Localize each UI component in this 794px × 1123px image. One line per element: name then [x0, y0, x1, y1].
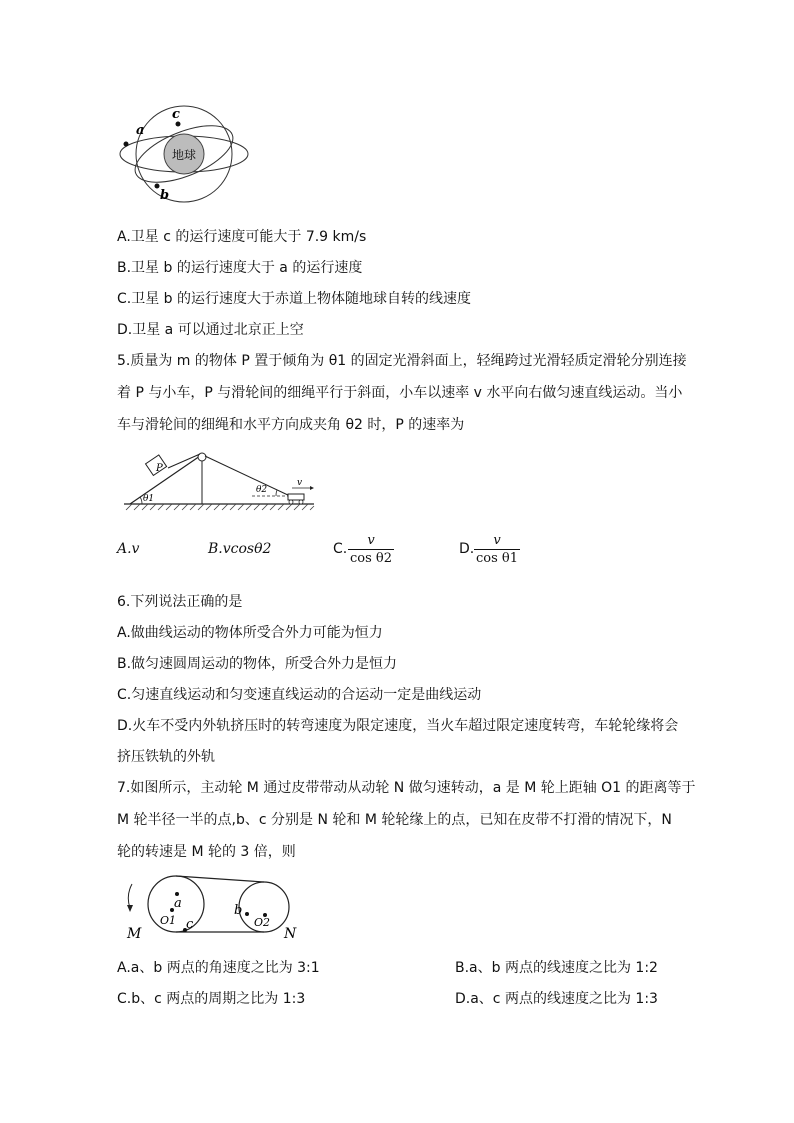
q6-option-a: A.做曲线运动的物体所受合外力可能为恒力 [117, 625, 383, 641]
block-p-label: P [156, 463, 163, 474]
q5-option-d-prefix: D. [459, 541, 475, 557]
satellite-c-dot [176, 122, 181, 127]
incline-pulley-figure [122, 448, 317, 518]
velocity-label: v [297, 478, 303, 488]
wheel-m-label: M [127, 926, 142, 942]
q4-option-a: A.卫星 c 的运行速度可能大于 7.9 km/s [117, 229, 367, 245]
q6-option-d-continued: 挤压铁轨的外轨 [117, 749, 215, 765]
q7-option-d: D.a、c 两点的线速度之比为 1:3 [455, 991, 658, 1007]
q5-stem-line-3: 车与滑轮间的细绳和水平方向成夹角 θ2 时，P 的速率为 [117, 417, 465, 433]
point-b-dot [245, 912, 249, 916]
axis-o1-label: O1 [160, 914, 177, 927]
point-c-label: c [186, 917, 194, 932]
satellite-c-label: c [172, 107, 180, 122]
q5-option-d-denominator: cos θ1 [475, 551, 518, 566]
satellite-orbit-figure [117, 100, 252, 205]
q5-stem-line-1: 5.质量为 m 的物体 P 置于倾角为 θ1 的固定光滑斜面上，轻绳跨过光滑轻质定滑轮分别连接 [117, 353, 687, 369]
q7-option-a: A.a、b 两点的角速度之比为 3:1 [117, 960, 320, 976]
q5-stem-line-2: 着 P 与小车，P 与滑轮间的细绳平行于斜面，小车以速率 v 水平向右做匀速直线运动。当小 [117, 385, 683, 401]
theta1-label: θ1 [143, 494, 155, 504]
ground-hatching [126, 504, 314, 510]
cart-wheel-right [299, 500, 303, 504]
q4-option-b: B.卫星 b 的运行速度大于 a 的运行速度 [117, 260, 363, 276]
q6-option-d: D.火车不受内外轨挤压时的转弯速度为限定速度，当火车超过限定速度转弯，车轮轮缘将会 [117, 718, 679, 734]
q7-stem-line-2: M 轮半径一半的点,b、c 分别是 N 轮和 M 轮轮缘上的点，已知在皮带不打滑的情况下，N [117, 812, 672, 828]
q6-option-c: C.匀速直线运动和匀变速直线运动的合运动一定是曲线运动 [117, 687, 482, 703]
belt-wheels-figure [122, 872, 302, 944]
q5-option-c-numerator: v [367, 533, 375, 548]
rotation-arrowhead [127, 905, 133, 912]
cart-wheel-left [289, 500, 293, 504]
wheel-n-label: N [284, 926, 297, 942]
q5-option-c-fraction [346, 533, 396, 568]
satellite-b-label: b [160, 188, 170, 203]
q5-option-a: A.v [117, 541, 140, 557]
q5-option-c-denominator: cos θ2 [349, 551, 392, 566]
q4-option-c: C.卫星 b 的运行速度大于赤道上物体随地球自转的线速度 [117, 291, 472, 307]
incline-surface [130, 456, 200, 504]
axis-o2-label: O2 [254, 916, 271, 929]
q6-stem: 6.下列说法正确的是 [117, 594, 243, 610]
earth-label: 地球 [171, 148, 197, 162]
rope-to-block [168, 454, 200, 468]
satellite-a-label: a [136, 123, 145, 138]
q7-stem-line-3: 轮的转速是 M 轮的 3 倍，则 [117, 844, 296, 860]
q4-option-d: D.卫星 a 可以通过北京正上空 [117, 322, 304, 338]
theta2-arc [276, 490, 277, 496]
q7-option-c: C.b、c 两点的周期之比为 1:3 [117, 991, 306, 1007]
q7-stem-line-1: 7.如图所示，主动轮 M 通过皮带带动从动轮 N 做匀速转动，a 是 M 轮上距轴 O1 的距离等于 [117, 780, 696, 796]
theta2-label: θ2 [256, 485, 268, 495]
point-a-label: a [174, 896, 182, 911]
rotation-arrow [128, 884, 132, 908]
q5-option-d-numerator: v [493, 533, 501, 548]
theta1-arc [140, 497, 142, 504]
q5-option-c-prefix: C. [333, 541, 348, 557]
satellite-a-dot [124, 142, 129, 147]
q5-option-d-fraction [472, 533, 522, 568]
cart-body [288, 494, 304, 500]
q5-option-b: B.vcosθ2 [208, 541, 272, 557]
q7-option-b: B.a、b 两点的线速度之比为 1:2 [455, 960, 658, 976]
rope-to-cart [205, 456, 290, 496]
satellite-b-dot [155, 184, 160, 189]
q6-option-b: B.做匀速圆周运动的物体，所受合外力是恒力 [117, 656, 398, 672]
point-b-label: b [234, 903, 243, 918]
velocity-arrowhead [310, 486, 314, 490]
